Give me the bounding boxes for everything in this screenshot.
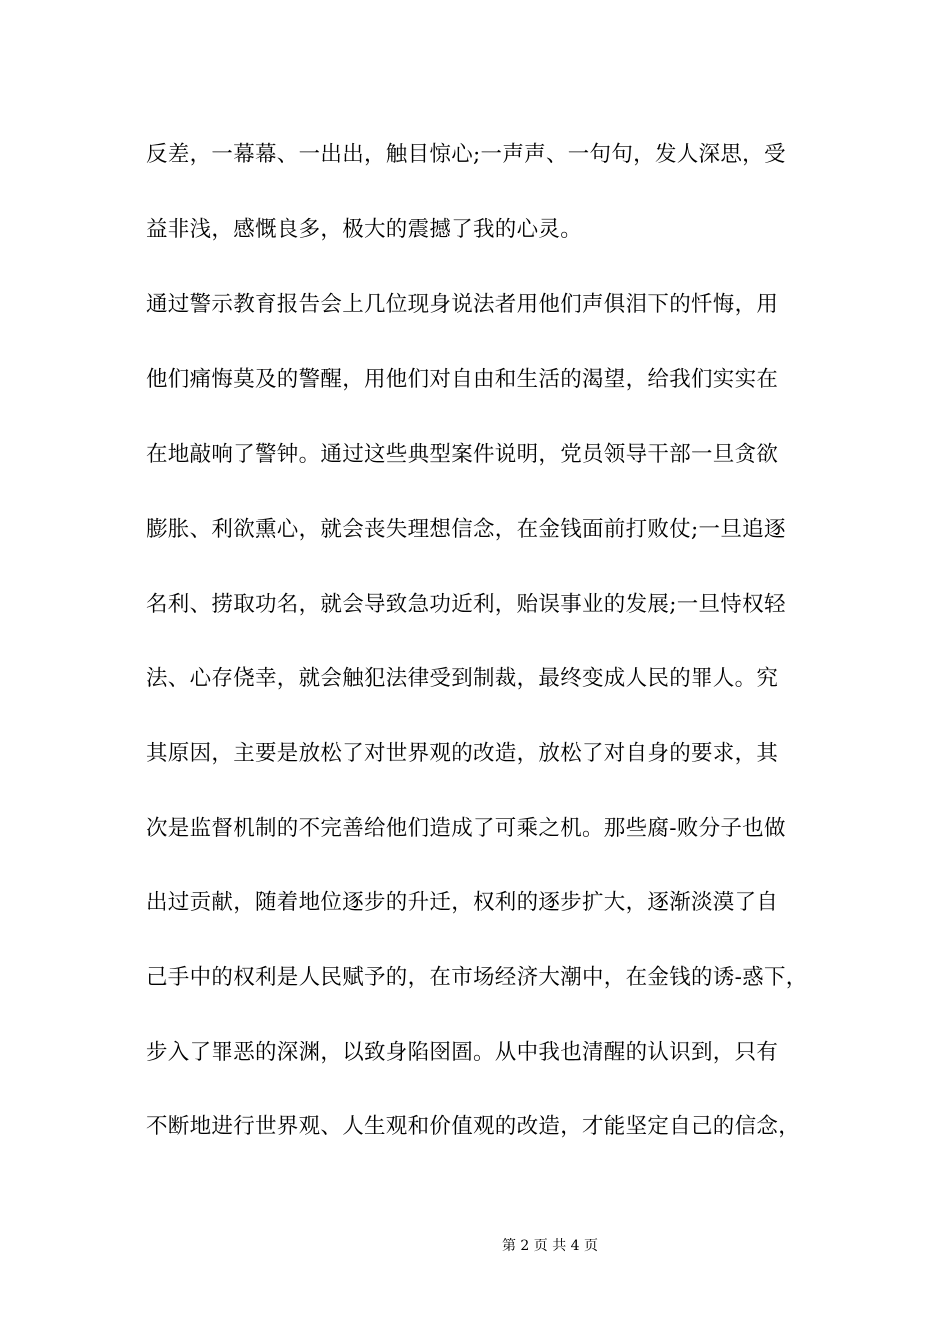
text-line-4: 他们痛悔莫及的警醒，用他们对自由和生活的渴望，给我们实实在: [146, 367, 779, 392]
text-line-13: 步入了罪恶的深渊，以致身陷囹圄。从中我也清醒的认识到，只有: [146, 1040, 779, 1065]
text-line-6: 膨胀、利欲熏心，就会丧失理想信念，在金钱面前打败仗;一旦追逐: [146, 517, 786, 542]
text-line-14: 不断地进行世界观、人生观和价值观的改造，才能坚定自己的信念，: [146, 1114, 801, 1139]
text-line-3: 通过警示教育报告会上几位现身说法者用他们声俱泪下的忏悔，用: [146, 292, 779, 317]
text-line-9: 其原因，主要是放松了对世界观的改造，放松了对自身的要求，其: [146, 741, 779, 766]
text-line-10: 次是监督机制的不完善给他们造成了可乘之机。那些腐-败分子也做: [146, 816, 786, 841]
text-line-1: 反差，一幕幕、一出出，触目惊心;一声声、一句句，发人深思，受: [146, 142, 786, 167]
text-line-2: 益非浅，感慨良多，极大的震撼了我的心灵。: [146, 217, 583, 242]
text-line-5: 在地敲响了警钟。通过这些典型案件说明，党员领导干部一旦贪欲: [146, 442, 779, 467]
text-line-8: 法、心存侥幸，就会触犯法律受到制裁，最终变成人民的罪人。究: [146, 666, 779, 691]
text-line-12: 己手中的权利是人民赋予的，在市场经济大潮中，在金钱的诱-惑下，: [146, 965, 808, 990]
page-number-footer: 第 2 页 共 4 页: [501, 1238, 599, 1254]
text-line-11: 出过贡献，随着地位逐步的升迁，权利的逐步扩大，逐渐淡漠了自: [146, 890, 779, 915]
text-line-7: 名利、捞取功名，就会导致急功近利，贻误事业的发展;一旦恃权轻: [146, 592, 786, 617]
